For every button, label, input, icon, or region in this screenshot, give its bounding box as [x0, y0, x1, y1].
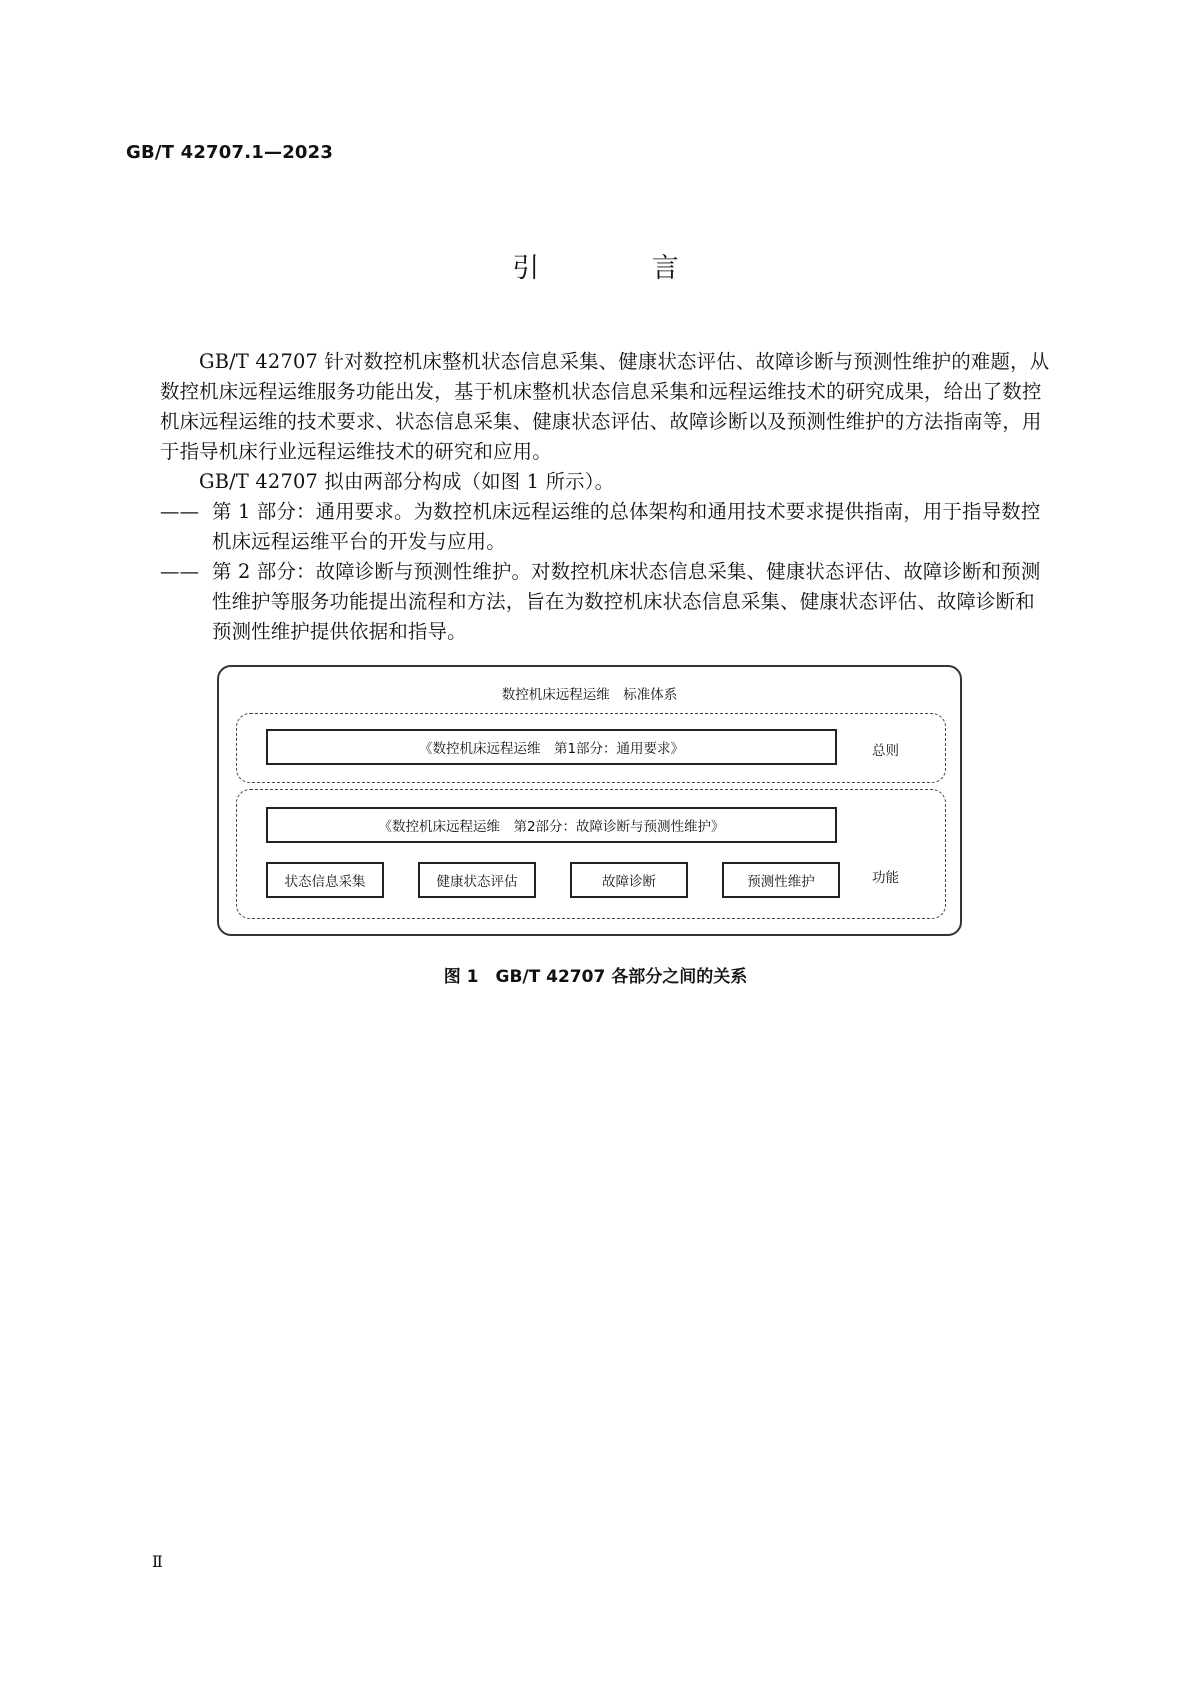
figure-caption: 图 1 GB/T 42707 各部分之间的关系 — [443, 967, 748, 987]
function-box-label: 状态信息采集 — [284, 874, 366, 890]
function-box-predictive-maintenance — [722, 862, 840, 898]
function-box-fault-diagnosis — [570, 862, 688, 898]
function-group-label: 功能 — [872, 870, 899, 886]
part-1-box-label: 《数控机床远程运维 第1部分：通用要求》 — [418, 741, 685, 757]
part-2-box-label: 《数控机床远程运维 第2部分：故障诊断与预测性维护》 — [378, 819, 725, 835]
part-2-box — [266, 807, 837, 843]
part-1-box — [266, 729, 837, 765]
general-group-label: 总则 — [872, 743, 899, 759]
function-box-health-assessment — [418, 862, 536, 898]
page-number: Ⅱ — [152, 1552, 163, 1571]
standard-system-title: 数控机床远程运维 标准体系 — [501, 687, 678, 703]
dash-marker: —— — [160, 500, 200, 523]
part-1-item — [160, 497, 1050, 557]
intro-paragraph-2: GB/T 42707 拟由两部分构成（如图 1 所示）。 — [199, 470, 615, 493]
function-box-label: 健康状态评估 — [436, 874, 518, 890]
dash-marker: —— — [160, 560, 200, 583]
intro-body — [160, 347, 1050, 647]
figure-1-diagram — [217, 665, 962, 936]
page-title: 引 言 — [512, 253, 731, 284]
function-box-state-collection — [266, 862, 384, 898]
document-id: GB/T 42707.1—2023 — [126, 142, 334, 163]
intro-paragraph-1: GB/T 42707 针对数控机床整机状态信息采集、健康状态评估、故障诊断与预测性维护的难题，从数控机床远程运维服务功能出发，基于机床整机状态信息采集和远程运维技术的研究成果，给出了数控机床远程运维的技术要求、状态信息采集、健康状态评估、故障诊断以及预测性维护的方法指南等，用于指导机床行业远程运维技术的研究和应用。 — [160, 350, 1050, 463]
part-2-item — [160, 557, 1050, 647]
part-1-text: 第 1 部分：通用要求。为数控机床远程运维的总体架构和通用技术要求提供指南，用于指导数控机床远程运维平台的开发与应用。 — [212, 500, 1041, 553]
part-2-text: 第 2 部分：故障诊断与预测性维护。对数控机床状态信息采集、健康状态评估、故障诊断和预测性维护等服务功能提出流程和方法，旨在为数控机床状态信息采集、健康状态评估、故障诊断和预测性维护提供依据和指导。 — [212, 560, 1041, 643]
function-box-label: 故障诊断 — [602, 874, 656, 890]
function-box-label: 预测性维护 — [747, 874, 815, 890]
